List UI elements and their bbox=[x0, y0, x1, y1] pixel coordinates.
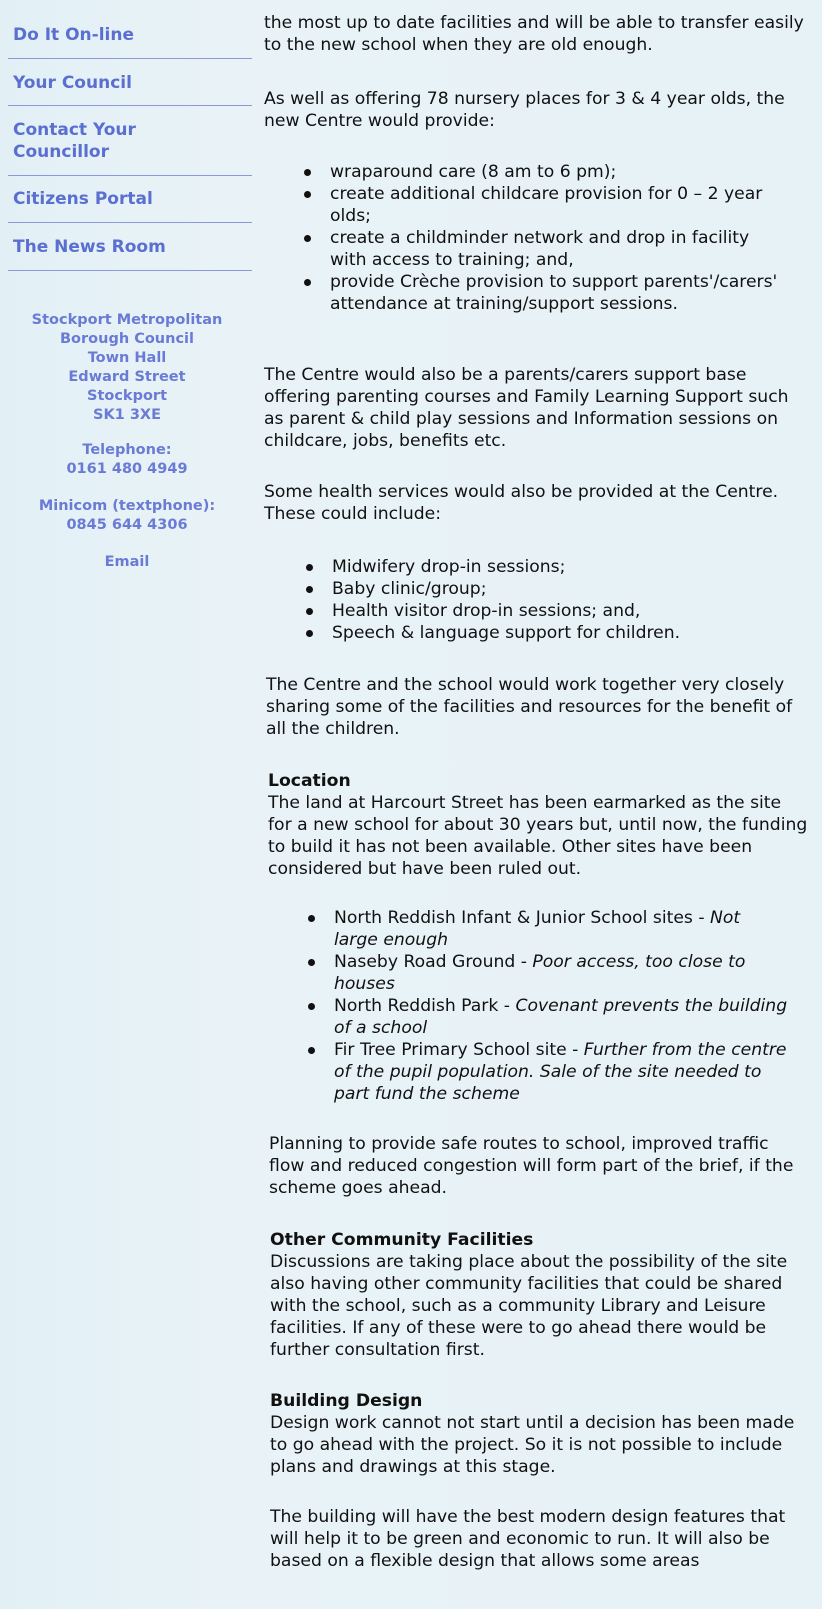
minicom-number: 0845 644 4306 bbox=[66, 517, 188, 533]
intro-paragraph-tail: the most up to date facilities and will be able to transfer easily to the new school when they are old enough. bbox=[264, 13, 804, 55]
support-paragraph: The Centre would also be a parents/carers support base offering parenting courses and Family Learning Support such as parent & child play sessions and Information sessions on childcare, jobs, benefits etc. bbox=[264, 365, 789, 451]
community-paragraph: Discussions are taking place about the possibility of the site also having other community facilities that could be shared with the school, such as a community Library and Leisure facilities. If any of these were to go ahead there would be further consultation first. bbox=[270, 1252, 788, 1360]
nav-divider bbox=[8, 58, 252, 59]
section-heading: Location bbox=[268, 771, 351, 791]
list-item: Naseby Road Ground - Poor access, too close to houses bbox=[308, 951, 788, 995]
email-link[interactable] bbox=[0, 553, 254, 572]
sidebar bbox=[0, 0, 254, 1609]
list-item: Fir Tree Primary School site - Further from the centre of the pupil population. Sale of the site needed to part fund the scheme bbox=[308, 1039, 788, 1105]
design-paragraph: Design work cannot not start until a decision has been made to go ahead with the project. So it is not possible to include plans and drawings at this stage. bbox=[270, 1413, 795, 1477]
list-item: Baby clinic/group; bbox=[306, 578, 786, 600]
minicom-label: Minicom (textphone): bbox=[38, 498, 216, 514]
section-heading: Building Design bbox=[270, 1391, 423, 1411]
list-item: create a childminder network and drop in facility with access to training; and, bbox=[304, 227, 784, 271]
telephone-block bbox=[0, 441, 254, 479]
list-item: create additional childcare provision for 0 – 2 year olds; bbox=[304, 183, 784, 227]
planning-paragraph: Planning to provide safe routes to school, improved traffic flow and reduced congestion will form part of the brief, if the scheme goes ahead. bbox=[269, 1134, 794, 1198]
building-paragraph: The building will have the best modern design features that will help it to be green and economic to run. It will also be based on a flexible design that allows some areas bbox=[270, 1507, 786, 1571]
list-item: wraparound care (8 am to 6 pm); bbox=[304, 161, 784, 183]
location-paragraph: The land at Harcourt Street has been earmarked as the site for a new school for about 30 years but, until now, the funding to build it has not been available. Other sites have been considered but have been ruled out. bbox=[268, 793, 808, 879]
community-section bbox=[270, 1229, 810, 1361]
health-paragraph: Some health services would also be provided at the Centre. These could include: bbox=[264, 482, 779, 524]
section-heading: Other Community Facilities bbox=[270, 1230, 534, 1250]
list-item: Health visitor drop-in sessions; and, bbox=[306, 600, 786, 622]
address-org: Stockport Metropolitan bbox=[31, 312, 223, 328]
list-item: North Reddish Infant & Junior School sites - Not large enough bbox=[308, 907, 788, 951]
together-paragraph: The Centre and the school would work together very closely sharing some of the facilities and resources for the benefit of all the children. bbox=[266, 675, 793, 739]
nav-your-council[interactable]: Your Council bbox=[13, 73, 132, 93]
centre-provision-list bbox=[304, 161, 784, 315]
ruled-out-sites-list bbox=[308, 907, 788, 1105]
address-town: Stockport bbox=[87, 388, 167, 404]
design-section bbox=[270, 1390, 810, 1478]
health-services-list bbox=[306, 556, 786, 644]
nursery-paragraph: As well as offering 78 nursery places for 3 & 4 year olds, the new Centre would provide: bbox=[264, 89, 785, 131]
nav-divider bbox=[8, 270, 252, 271]
telephone-label: Telephone: bbox=[82, 442, 172, 458]
email-label: Email bbox=[104, 554, 150, 570]
location-section bbox=[268, 770, 808, 880]
list-item: Speech & language support for children. bbox=[306, 622, 786, 644]
nav-divider bbox=[8, 175, 252, 176]
nav-do-it-online[interactable]: Do It On-line bbox=[13, 25, 134, 45]
nav-news-room[interactable]: The News Room bbox=[13, 237, 166, 257]
minicom-block bbox=[0, 497, 254, 535]
nav-divider bbox=[8, 105, 252, 106]
address-org2: Borough Council bbox=[60, 331, 194, 347]
address-building: Town Hall bbox=[87, 350, 167, 366]
address-street: Edward Street bbox=[68, 369, 186, 385]
address-postcode: SK1 3XE bbox=[93, 407, 161, 423]
list-item: North Reddish Park - Covenant prevents the building of a school bbox=[308, 995, 788, 1039]
list-item: provide Crèche provision to support parents'/carers' attendance at training/support sessions. bbox=[304, 271, 784, 315]
council-address bbox=[0, 311, 254, 425]
list-item: Midwifery drop-in sessions; bbox=[306, 556, 786, 578]
nav-citizens-portal[interactable]: Citizens Portal bbox=[13, 189, 153, 209]
telephone-number: 0161 480 4949 bbox=[66, 461, 188, 477]
nav-divider bbox=[8, 222, 252, 223]
nav-contact-your-councillor[interactable]: Contact Your Councillor bbox=[13, 120, 136, 162]
